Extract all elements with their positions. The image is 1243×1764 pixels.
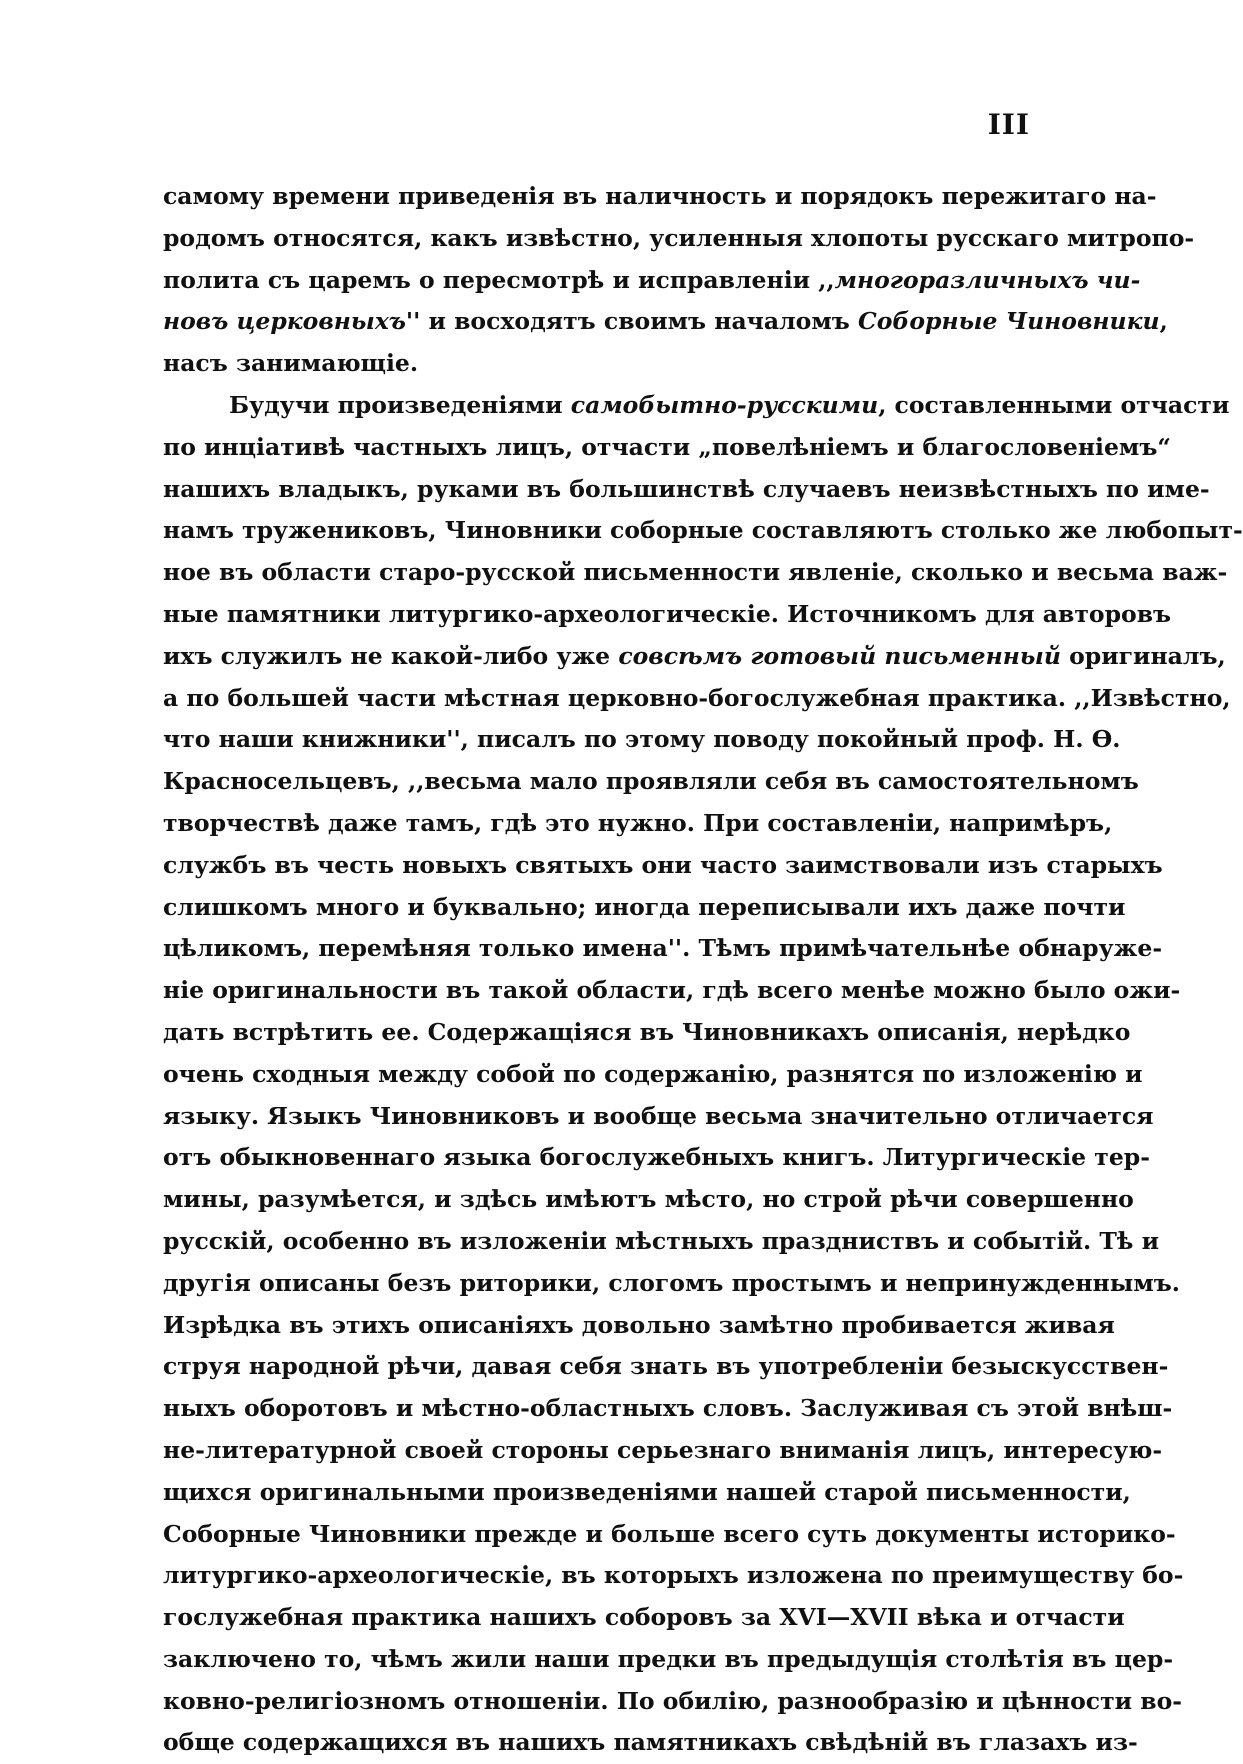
text-line: а по большей части мѣстная церковно-богослужебная практика. ,,Извѣстно, — [163, 683, 1231, 712]
text-line: мины, разумѣется, и здѣсь имѣютъ мѣсто, но строй рѣчи совершенно — [163, 1185, 1134, 1214]
text-line: отъ обыкновеннаго языка богослужебныхъ книгъ. Литургическіе тер- — [163, 1143, 1150, 1172]
text-line: очень сходныя между собой по содержанію, разнятся по изложенію и — [163, 1059, 1143, 1088]
text-line: ные памятники литургико-археологическіе. Источникомъ для авторовъ — [163, 599, 1172, 628]
text-line: Соборные Чиновники прежде и больше всего суть документы историко- — [163, 1519, 1176, 1548]
text-line: цѣликомъ, перемѣняя только имена''. Тѣмъ примѣчательнѣе обнаруже- — [163, 934, 1163, 963]
text-line: не-литературной своей стороны серьезнаго вниманія лицъ, интересую- — [163, 1435, 1163, 1464]
text-line: нашихъ владыкъ, руками въ большинствѣ случаевъ неизвѣстныхъ по име- — [163, 474, 1210, 503]
text-line: гослужебная практика нашихъ соборовъ за XVI—XVII вѣка и отчасти — [163, 1603, 1125, 1632]
text-line: намъ тружениковъ, Чиновники соборные составляютъ столько же любопыт- — [163, 516, 1243, 545]
text-line: языку. Языкъ Чиновниковъ и вообще весьма значительно отличается — [163, 1101, 1154, 1130]
text-line: насъ занимающіе. — [163, 349, 419, 378]
text-line: самому времени приведенія въ наличность и порядокъ пережитаго на- — [163, 182, 1157, 210]
text-line: полита съ царемъ о пересмотрѣ и исправленіи ,,многоразличныхъ чи- — [163, 265, 1141, 294]
text-line: творчествѣ даже тамъ, гдѣ это нужно. При составленіи, напримѣръ, — [163, 808, 1113, 837]
text-line: струя народной рѣчи, давая себя знать въ употребленіи безыскусствен- — [163, 1352, 1169, 1381]
text-line: службъ въ честь новыхъ святыхъ они часто заимствовали изъ старыхъ — [163, 850, 1163, 879]
text-line: дать встрѣтить ее. Содержащіяся въ Чиновникахъ описанія, нерѣдко — [163, 1017, 1131, 1046]
text-line: заключено то, чѣмъ жили наши предки въ предыдущія столѣтія въ цер- — [163, 1644, 1174, 1673]
text-line: слишкомъ много и буквально; иногда переписывали ихъ даже почти — [163, 892, 1126, 921]
text-line: другія описаны безъ риторики, слогомъ простымъ и непринужденнымъ. — [163, 1268, 1180, 1297]
text-line: щихся оригинальными произведеніями нашей старой письменности, — [163, 1477, 1131, 1506]
italic-phrase: новъ церковныхъ — [163, 307, 406, 336]
text-line: ное въ области старо-русской письменности явленіе, сколько и весьма важ- — [163, 558, 1228, 587]
text-line: ихъ служилъ не какой-либо уже совсѣмъ готовый письменный оригиналъ, — [163, 641, 1226, 670]
body-text — [163, 176, 1243, 1764]
text-line: ніе оригинальности въ такой области, гдѣ всего менѣе можно было ожи- — [163, 976, 1181, 1005]
text-line: Изрѣдка въ этихъ описаніяхъ довольно замѣтно пробивается живая — [163, 1310, 1115, 1339]
text-line: ныхъ оборотовъ и мѣстно-областныхъ словъ. Заслуживая съ этой внѣш- — [163, 1394, 1173, 1423]
page-number: III — [987, 108, 1030, 141]
text-line: ковно-религіозномъ отношеніи. По обилію, разнообразію и цѣнности во- — [163, 1686, 1183, 1715]
text-line: новъ церковныхъ'' и восходятъ своимъ началомъ Соборные Чиновники, — [163, 307, 1168, 336]
text-line: русскій, особенно въ изложеніи мѣстныхъ праздниствъ и событій. Тѣ и — [163, 1226, 1160, 1255]
text-line: что наши книжники'', писалъ по этому поводу покойный проф. Н. Ѳ. — [163, 725, 1121, 754]
italic-phrase: совсѣмъ готовый письменный — [618, 641, 1061, 670]
text-line: Будучи произведеніями самобытно-русскими, составленными отчасти — [229, 390, 1230, 419]
text-line: родомъ относятся, какъ извѣстно, усиленныя хлопоты русскаго митропо- — [163, 223, 1195, 252]
text-line: по инціативѣ частныхъ лицъ, отчасти „повелѣніемъ и благословеніемъ“ — [163, 432, 1171, 461]
text-line: Красносельцевъ, ,,весьма мало проявляли себя въ самостоятельномъ — [163, 767, 1139, 796]
italic-phrase: самобытно-русскими — [570, 390, 879, 419]
text-line: литургико-археологическіе, въ которыхъ изложена по преимуществу бо- — [163, 1561, 1184, 1590]
text-line: обще содержащихся въ нашихъ памятникахъ свѣдѣній въ глазахъ из- — [163, 1728, 1138, 1757]
italic-phrase: Соборные Чиновники — [857, 307, 1160, 336]
italic-phrase: многоразличныхъ чи- — [834, 265, 1141, 294]
